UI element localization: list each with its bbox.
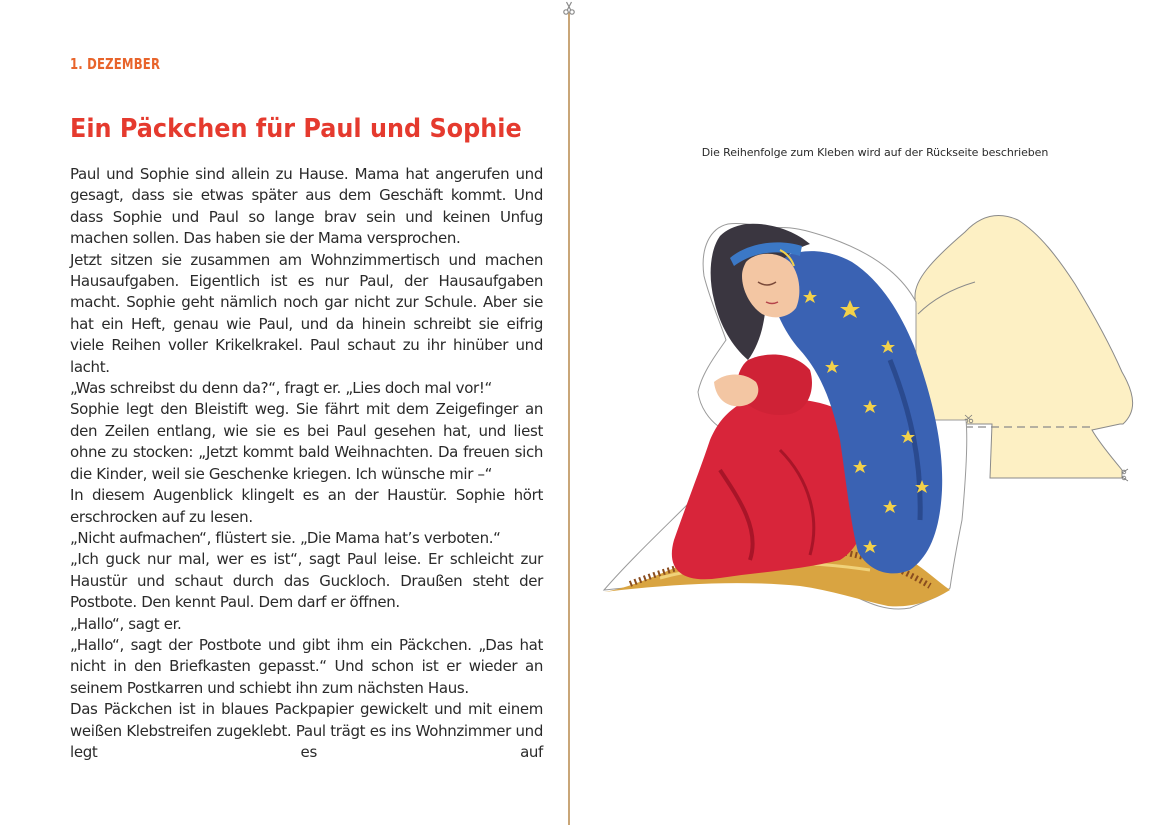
- story-paragraph: „Hallo“, sagt er.: [70, 614, 182, 633]
- story-paragraph: „Hallo“, sagt der Postbote und gibt ihm ein Päckchen. „Das hat nicht in den Briefkasten gepasst.“ Und schon ist er wieder an seinem Postkarren und schiebt ihn zum nächsten Haus.: [70, 635, 543, 697]
- left-page: [0, 0, 568, 825]
- story-paragraph: Sophie legt den Bleistift weg. Sie fährt mit dem Zeigefinger an den Zeilen entlang, wie sie es bei Paul gesehen hat, und liest ohne zu stocken: „Jetzt kommt bald Weihnachten. Da freuen sich die Kinder, weil sie Geschenke kriegen. Ich wünsche mir –“: [70, 400, 543, 483]
- story-paragraph: Jetzt sitzen sie zusammen am Wohnzimmertisch und machen Hausaufgaben. Eigentlich ist es nur Paul, der Hausaufgaben macht. Sophie geht nämlich noch gar nicht zur Schule. Aber sie hat ein Heft, genau wie Paul, und da hinein schreibt sie eifrig viele Reihen voller Krikelkrakel. Paul schaut zu ihr hinüber und lacht.: [70, 250, 543, 376]
- story-body: [70, 164, 543, 763]
- right-page: [570, 0, 1167, 825]
- chapter-date: 1. DEZEMBER: [70, 55, 161, 73]
- story-paragraph: Das Päckchen ist in blaues Packpapier gewickelt und mit einem weißen Klebstreifen zugeklebt. Paul trägt es ins Wohnzimmer und legt es auf: [70, 700, 543, 761]
- story-paragraph: Paul und Sophie sind allein zu Hause. Mama hat angerufen und gesagt, dass sie etwas später aus dem Geschäft kommt. Und dass Sophie und Paul so lange brav sein und keinen Unfug machen sollen. Das haben sie der Mama versprochen.: [70, 165, 543, 248]
- craft-instruction: Die Reihenfolge zum Kleben wird auf der Rückseite beschrieben: [701, 146, 1049, 159]
- story-paragraph: „Ich guck nur mal, wer es ist“, sagt Paul leise. Er schleicht zur Haustür und schaut durch das Guckloch. Draußen steht der Postbote. Den kennt Paul. Dem darf er öffnen.: [70, 550, 543, 612]
- story-paragraph: In diesem Augenblick klingelt es an der Haustür. Sophie hört erschrocken auf zu lesen.: [70, 486, 543, 526]
- mary-cutout-figure: [570, 0, 1167, 825]
- scissors-icon: [1122, 469, 1128, 481]
- story-title: Ein Päckchen für Paul und Sophie: [70, 114, 522, 144]
- story-paragraph: „Nicht aufmachen“, flüstert sie. „Die Mama hat’s verboten.“: [70, 528, 501, 547]
- story-paragraph: „Was schreibst du denn da?“, fragt er. „Lies doch mal vor!“: [70, 379, 492, 398]
